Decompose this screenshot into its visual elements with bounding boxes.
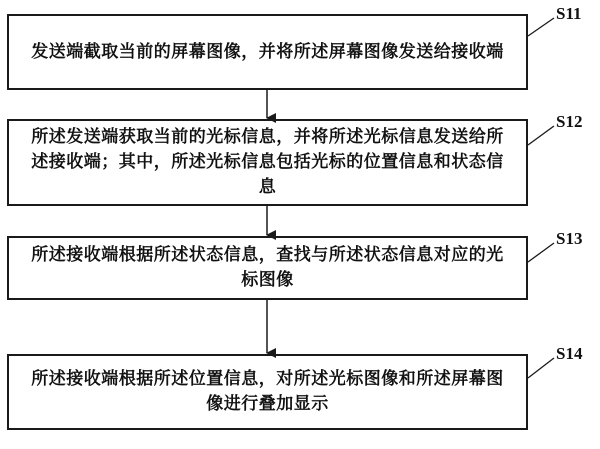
step-text-s13: 所述接收端根据所述状态信息，查找与所述状态信息对应的光标图像 [31,245,504,290]
step-box-s14 [7,354,528,430]
step-text-s14: 所述接收端根据所述位置信息，对所述光标图像和所述屏幕图像进行叠加显示 [31,369,504,414]
step-label-s12: S12 [556,112,583,131]
step-box-s13 [7,236,528,300]
step-box-s11 [7,14,528,90]
step-label-s11: S11 [556,4,582,23]
leader-line-s12 [528,126,554,145]
step-label-s14: S14 [556,344,583,363]
leader-line-s14 [528,358,554,378]
step-text-s11: 发送端截取当前的屏幕图像，并将所述屏幕图像发送给接收端 [31,41,504,62]
leader-line-s11 [528,18,554,36]
leader-line-s13 [528,243,554,262]
step-box-s12 [7,119,528,206]
step-label-s13: S13 [556,229,583,248]
step-text-s12: 所述发送端获取当前的光标信息，并将所述光标信息发送给所述接收端；其中，所述光标信息包括光标的位置信息和状态信息 [31,127,504,197]
